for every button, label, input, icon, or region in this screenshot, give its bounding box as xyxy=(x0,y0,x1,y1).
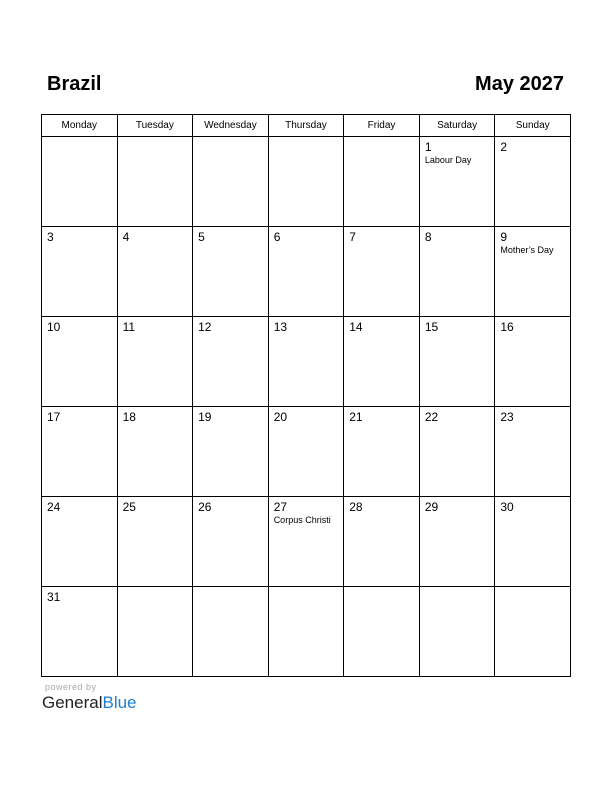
day-number: 5 xyxy=(198,230,205,244)
weekday-header: Saturday xyxy=(419,115,495,137)
week-row xyxy=(42,317,571,407)
day-cell xyxy=(117,317,193,407)
weekday-header: Sunday xyxy=(495,115,571,137)
day-number: 21 xyxy=(349,410,363,424)
day-cell xyxy=(495,587,571,677)
day-number: 30 xyxy=(500,500,514,514)
day-number: 12 xyxy=(198,320,212,334)
day-number: 10 xyxy=(47,320,61,334)
weekday-header: Tuesday xyxy=(117,115,193,137)
day-number: 11 xyxy=(122,320,136,334)
day-cell xyxy=(419,497,495,587)
day-cell xyxy=(419,407,495,497)
day-number: 13 xyxy=(273,320,288,334)
day-number: 27 xyxy=(273,500,288,514)
day-cell xyxy=(344,227,420,317)
day-cell xyxy=(117,587,193,677)
day-cell xyxy=(344,497,420,587)
weekday-header-row xyxy=(42,115,571,137)
holiday-label: Mother’s Day xyxy=(500,245,554,255)
day-number: 20 xyxy=(273,410,288,424)
day-cell xyxy=(193,587,269,677)
day-cell xyxy=(419,317,495,407)
day-cell xyxy=(419,137,495,227)
day-cell xyxy=(344,317,420,407)
holiday-label: Corpus Christi xyxy=(273,515,331,525)
day-number: 6 xyxy=(273,230,281,244)
day-number: 18 xyxy=(122,410,136,424)
day-cell xyxy=(419,587,495,677)
day-cell xyxy=(42,407,118,497)
week-row xyxy=(42,407,571,497)
powered-by-label: powered by xyxy=(45,682,97,692)
day-cell xyxy=(268,227,344,317)
day-cell xyxy=(193,137,269,227)
week-row xyxy=(42,137,571,227)
day-cell xyxy=(117,227,193,317)
day-number: 3 xyxy=(47,230,54,244)
day-number: 23 xyxy=(500,410,514,424)
day-number: 19 xyxy=(198,410,212,424)
day-cell xyxy=(193,497,269,587)
brand-blue-text: Blue xyxy=(102,693,137,712)
day-cell xyxy=(268,137,344,227)
day-number: 26 xyxy=(198,500,212,514)
calendar-grid xyxy=(41,114,571,677)
day-cell xyxy=(268,407,344,497)
weekday-header: Friday xyxy=(344,115,420,137)
brand-general-text: General xyxy=(42,693,103,712)
day-cell xyxy=(495,407,571,497)
day-cell xyxy=(42,227,118,317)
day-number: 4 xyxy=(122,230,130,244)
day-number: 7 xyxy=(349,230,356,244)
day-cell xyxy=(268,587,344,677)
day-cell xyxy=(42,497,118,587)
day-number: 22 xyxy=(424,410,439,424)
weekday-header: Wednesday xyxy=(193,115,269,137)
month-year-title: May 2027 xyxy=(475,73,564,95)
day-number: 29 xyxy=(424,500,439,514)
day-cell xyxy=(193,407,269,497)
week-row xyxy=(42,587,571,677)
day-number: 17 xyxy=(47,410,61,424)
day-number: 16 xyxy=(500,320,514,334)
day-number: 2 xyxy=(500,140,508,154)
day-number: 8 xyxy=(424,230,432,244)
day-cell xyxy=(117,137,193,227)
week-row xyxy=(42,497,571,587)
day-cell xyxy=(344,407,420,497)
day-cell xyxy=(268,497,344,587)
day-number: 9 xyxy=(500,230,508,244)
weekday-header: Thursday xyxy=(268,115,344,137)
day-number: 24 xyxy=(47,500,61,514)
day-cell xyxy=(344,587,420,677)
day-number: 31 xyxy=(47,590,61,604)
day-cell xyxy=(42,317,118,407)
day-cell xyxy=(344,137,420,227)
day-cell xyxy=(193,317,269,407)
country-title: Brazil xyxy=(47,73,102,95)
day-number: 28 xyxy=(349,500,363,514)
day-cell xyxy=(495,497,571,587)
day-cell xyxy=(495,227,571,317)
day-cell xyxy=(42,137,118,227)
day-cell xyxy=(193,227,269,317)
day-cell xyxy=(495,317,571,407)
day-cell xyxy=(117,407,193,497)
holiday-label: Labour Day xyxy=(424,155,472,165)
day-number: 1 xyxy=(424,140,432,154)
weekday-header: Monday xyxy=(42,115,118,137)
day-cell xyxy=(419,227,495,317)
day-cell xyxy=(42,587,118,677)
day-cell xyxy=(268,317,344,407)
day-number: 15 xyxy=(424,320,439,334)
day-number: 14 xyxy=(349,320,363,334)
day-cell xyxy=(495,137,571,227)
generalblue-logo[interactable] xyxy=(42,693,137,713)
day-number: 25 xyxy=(122,500,136,514)
week-row xyxy=(42,227,571,317)
day-cell xyxy=(117,497,193,587)
